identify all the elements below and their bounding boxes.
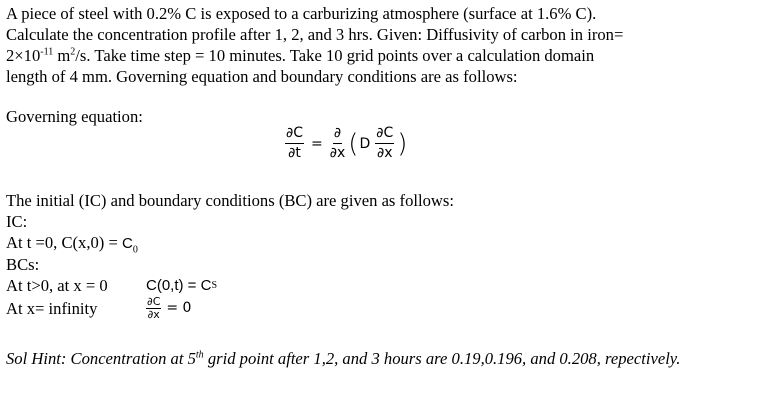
problem-line-1: A piece of steel with 0.2% C is exposed to a carburizing atmosphere (surface at 1.6% C).: [6, 4, 597, 23]
ic-row: At t =0, $C(x,0) = C_0$: [6, 233, 138, 256]
bc-row-2: At x= infinity $\frac{\partial C}{\partial x}$ = 0: [6, 295, 192, 321]
conditions-intro: The initial (IC) and boundary conditions (BC) are given as follows:: [6, 191, 454, 210]
bc-row-1: At t>0, at x = 0 C(0,t) = C S: [6, 276, 217, 295]
problem-line-4: length of 4 mm. Governing equation and boundary conditions are as follows:: [6, 67, 518, 86]
solution-hint: Sol Hint: Concentration at 5th grid point after 1,2, and 3 hours are 0.19,0.196, and 0.208, repectively.: [6, 349, 681, 368]
bc-label: BCs:: [6, 255, 40, 274]
bc2-expression: $\frac{\partial C}{\partial x}$ = 0: [147, 295, 192, 321]
problem-statement: [6, 3, 696, 87]
governing-equation: $\frac{\partial C}{\partial t}$ = $\frac{\partial}{\partial x}$ ( D $\frac{\partial C}{\partial x}$ ): [286, 125, 408, 161]
problem-line-3: $2\times 10^{-11}$ $m^2/s$. Take time step = 10 minutes. Take 10 grid points over a calculation domain: [6, 46, 595, 65]
lhs-fraction: $\frac{\partial C}{\partial t}$: [286, 125, 304, 161]
governing-equation-heading: Governing equation:: [6, 107, 143, 126]
conditions-section: [6, 190, 454, 321]
ic-label: IC:: [6, 212, 28, 231]
rhs-outer-fraction: $\frac{\partial}{\partial x}$: [329, 125, 346, 161]
rhs-inner-fraction: $\frac{\partial C}{\partial x}$: [376, 125, 394, 161]
problem-line-2: Calculate the concentration profile after 1, 2, and 3 hrs. Given: Diffusivity of carbon in iron=: [6, 25, 624, 44]
